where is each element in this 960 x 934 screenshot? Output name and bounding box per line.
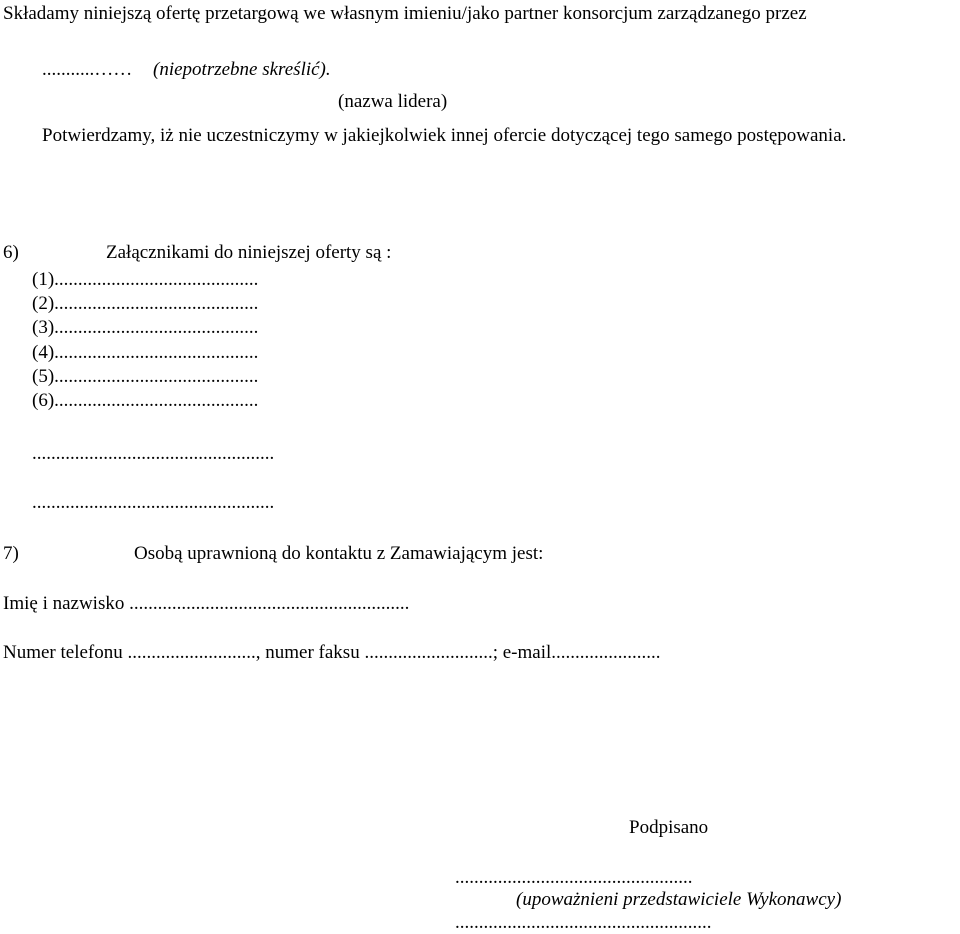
attachment-extra-line: ................................................... [32, 492, 275, 513]
section6-number: 6) [3, 242, 19, 263]
attachment-item: (1)........................................... [32, 269, 259, 290]
signature-line: .................................................. [455, 867, 693, 888]
contact-phone-line: Numer telefonu ..........................., numer faksu ...........................; e-mail....................... [3, 642, 661, 663]
section7-heading: Osobą uprawnioną do kontaktu z Zamawiającym jest: [134, 543, 544, 564]
section7-number: 7) [3, 543, 19, 564]
leader-blank: ...........…… [42, 59, 133, 80]
contact-name-line: Imię i nazwisko ........................................................... [3, 593, 410, 614]
confirmation-text: Potwierdzamy, iż nie uczestniczymy w jakiejkolwiek innej ofercie dotyczącej tego samego postępowania. [42, 125, 847, 146]
strike-note: (niepotrzebne skreślić). [153, 59, 331, 80]
leader-blank-line [42, 59, 331, 81]
section6-heading: Załącznikami do niniejszej oferty są : [106, 242, 392, 263]
attachment-item: (2)........................................... [32, 293, 259, 315]
leader-label: (nazwa lidera) [338, 91, 448, 112]
intro-line: Składamy niniejszą ofertę przetargową we własnym imieniu/jako partner konsorcjum zarządzanego przez [3, 3, 807, 24]
attachment-item: (6)........................................... [32, 389, 259, 411]
attachment-item: (5)........................................... [32, 365, 259, 387]
signature-line: ...................................................... [455, 912, 712, 933]
signature-caption: (upoważnieni przedstawiciele Wykonawcy) [516, 889, 842, 910]
signature-label: Podpisano [629, 817, 709, 838]
attachment-extra-line: ................................................... [32, 443, 275, 464]
attachment-item: (3)........................................... [32, 317, 259, 339]
attachments-list [32, 269, 258, 414]
attachment-item: (4)........................................... [32, 341, 259, 363]
